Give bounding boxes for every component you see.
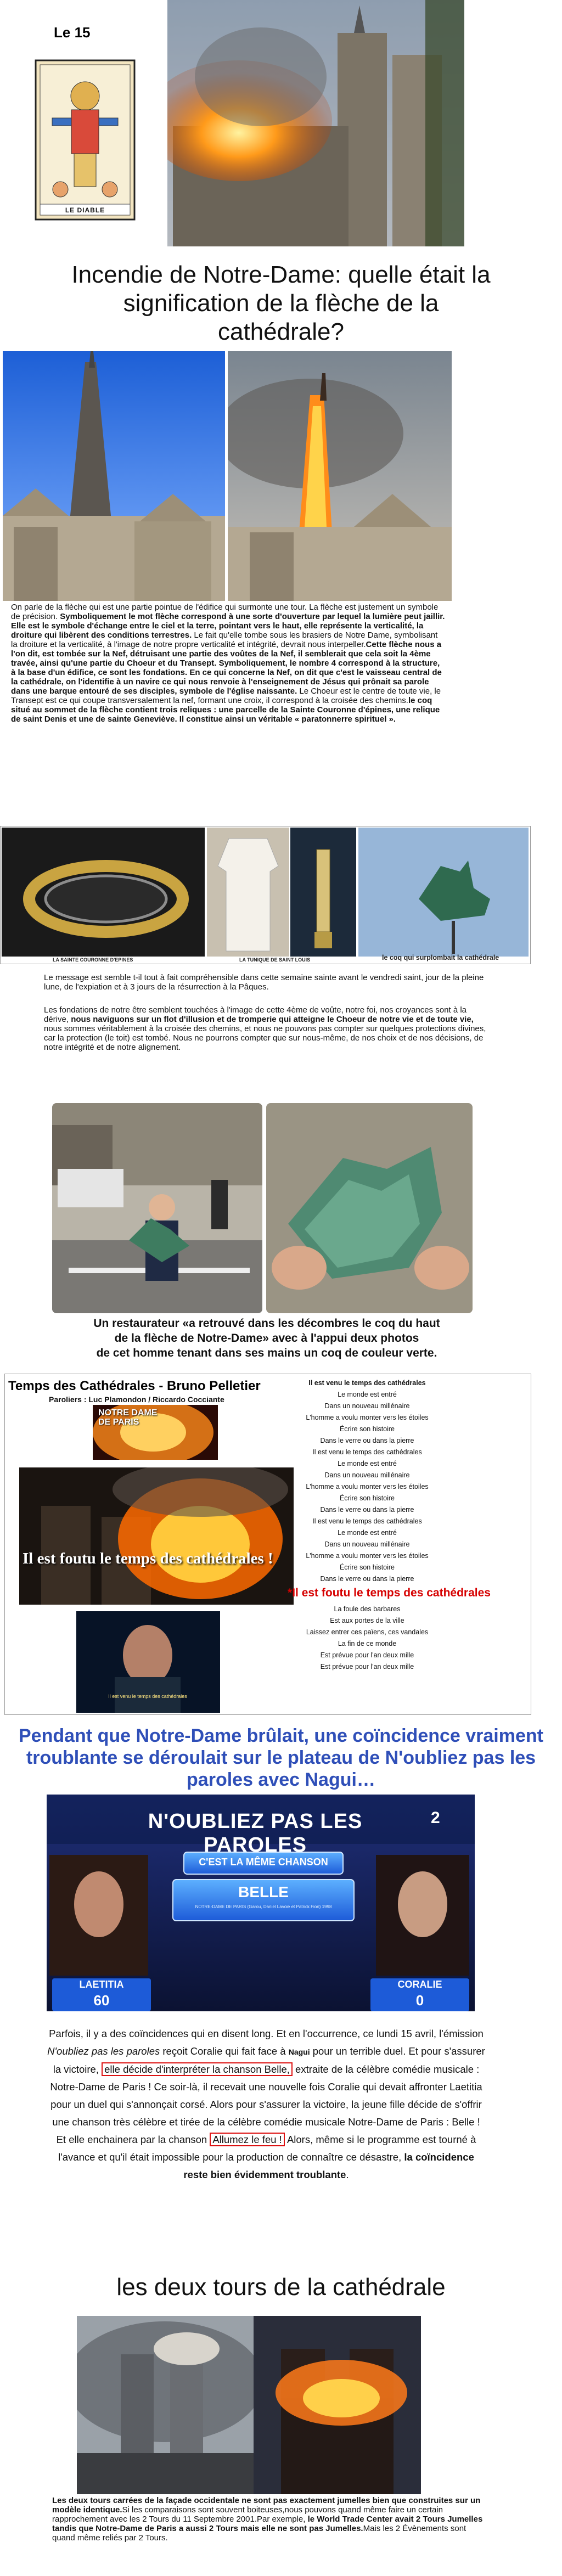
spire-fire-photo: [228, 351, 452, 601]
poster-title: NOTRE DAME DE PARIS: [98, 1408, 158, 1427]
lyrics-line: La fin de ce monde: [338, 1640, 397, 1647]
restorer-street-photo: [52, 1103, 262, 1313]
lyrics-line: Il est venu le temps des cathédrales: [312, 1517, 422, 1525]
coincidence-title: Pendant que Notre-Dame brûlait, une coïncidence vraiment troublante se déroulait sur le plateau de N'oubliez pas les paroles avec Nagui…: [19, 1725, 543, 1790]
lyrics-line: Est aux portes de la ville: [330, 1617, 404, 1624]
tv-left-name: LAETITIA: [79, 1979, 124, 1990]
coq-in-hands-photo: [266, 1103, 473, 1313]
lyrics-line: Le monde est entré: [338, 1529, 397, 1537]
text-run: nous sommes véritablement à la croisée des chemins, et nous ne pouvons pas compter sur quelques protections divines, car la protection (le toit) est tombé. Nous ne pourrons compter que sur nous-même, de nos choix et de nos décisions, de notre intégrité et de notre alignement.: [44, 1024, 486, 1052]
lyrics-line: L'homme a voulu monter vers les étoiles: [306, 1414, 429, 1421]
lyrics-line: Dans le verre ou dans la pierre: [320, 1575, 414, 1583]
restorer-caption: Un restaurateur «a retrouvé dans les décombres le coq du haut de la flèche de Notre-Dame» avec à l'appui deux photos de cet homme tenant dans ses mains un coq de couleur verte.: [93, 1317, 440, 1359]
lyrics-line: Dans le verre ou dans la pierre: [320, 1437, 414, 1444]
text-run: Cette flèche nous a l'on dit, est tombée sur la Nef, détruisant une partie des voûtes de la Nef, il semblerait que cela soit la 4ème travée, ainsi qu'une partie du Choeur et du Transept. Symboliquement, le nombre 4 correspond à la structure, à la base d'un édifice, ce sont les fondations. En ce qui concerne la Nef, on dit que c'est le vaisseau central de la cathédrale, on l'identifie à un navire ce qui nous renvoie à l'enseignement de Jésus qui prônait sa parole dans une barque entouré de ses disciples, symbole de l'église naissante.: [11, 640, 442, 696]
spire-photo: [3, 351, 225, 601]
tv-channel: 2: [431, 1809, 440, 1827]
lyrics-line: Écrire son histoire: [339, 1494, 395, 1502]
song-box: [4, 1374, 531, 1715]
song-authors: Paroliers : Luc Plamondon / Riccardo Cocciante: [49, 1395, 224, 1404]
lyrics-line: La foule des barbares: [334, 1605, 401, 1613]
tv-song: BELLE: [238, 1883, 289, 1900]
paragraph-deux-tours: [52, 2496, 491, 2543]
lyrics-red-line: *Il est foutu le temps des cathédrales: [288, 1587, 491, 1599]
singer-video-caption: Il est venu le temps des cathédrales: [108, 1694, 187, 1699]
lyrics-line: Laissez entrer ces païens, ces vandales: [306, 1628, 429, 1636]
highlight-belle: elle décide d'interpréter la chanson Belle,: [102, 2062, 293, 2076]
tv-song-sub: NOTRE-DAME DE PARIS (Garou, Daniel Lavoie et Patrick Fiori) 1998: [195, 1904, 332, 1909]
card-caption: LE DIABLE: [65, 206, 105, 214]
wtc-photo: [77, 2316, 254, 2494]
lyrics-block: [290, 1377, 444, 1585]
tv-right-score: 0: [415, 1992, 424, 2009]
tv-left-score: 60: [93, 1992, 110, 2009]
coq-caption: le coq qui surplombait la cathédrale: [382, 954, 499, 961]
card-label: Le 15: [54, 24, 91, 41]
lyrics-line: Il est venu le temps des cathédrales: [312, 1448, 422, 1456]
lyrics-line: L'homme a voulu monter vers les étoiles: [306, 1483, 429, 1491]
highlight-allumez: Allumez le feu !: [210, 2133, 284, 2146]
lyrics-line: Est prévue pour l'an deux mille: [320, 1651, 414, 1659]
lyrics-line: Est prévue pour l'an deux mille: [320, 1663, 414, 1671]
lyrics-line: L'homme a voulu monter vers les étoiles: [306, 1552, 429, 1560]
paragraph-semaine-sainte: Le message est semble t-il tout à fait compréhensible dans cette semaine sainte avant le vendredi saint, jour de la pleine lune, de l'expiation et à 3 jours de la résurrection à la Pâques.: [44, 973, 484, 992]
song-title: Temps des Cathédrales - Bruno Pelletier: [8, 1379, 261, 1393]
lyrics-block-2: [290, 1604, 444, 1673]
crown-of-thorns-photo: [2, 828, 205, 957]
cathedral-fire-video: [19, 1467, 294, 1605]
lyrics-line: Le monde est entré: [338, 1391, 397, 1398]
text-run: le coq situé au sommet de la flèche contient trois reliques : une parcelle de la Sainte Couronne d'épines, une relique de saint Denis et une de sainte Geneviève. Il constitue ainsi un véritable « paratonnerre spirituel ».: [11, 696, 440, 724]
lyrics-line: Il est venu le temps des cathédrales: [308, 1379, 426, 1387]
relic-vial-photo: [290, 828, 356, 957]
tv-logo: N'OUBLIEZ PAS LES PAROLES: [148, 1810, 363, 1857]
text-run: le World Trade Center avait 2 Tours Jumelles tandis que Notre-Dame de Paris a aussi 2 Tours mais elle ne sont pas Jumelles.: [52, 2515, 483, 2533]
fire-video-caption: Il est foutu le temps des cathédrales !: [23, 1550, 273, 1567]
lyrics-line: Dans un nouveau millénaire: [324, 1402, 410, 1410]
towers-title: les deux tours de la cathédrale: [116, 2274, 446, 2301]
paragraph-flèche: [11, 603, 446, 724]
text-run: Les deux tours carrées de la façade occidentale ne sont pas exactement jumelles bien que construites sur un modèle identique.: [52, 2496, 481, 2515]
tv-show-screenshot: [47, 1795, 475, 2011]
lyrics-line: Dans un nouveau millénaire: [324, 1540, 410, 1548]
header-image: [30, 0, 464, 246]
text-run: nous naviguons sur un flot d'illusion et de tromperie qui atteigne le Choeur de notre vie et de toute vie,: [71, 1015, 474, 1024]
coq-photo: [358, 828, 529, 957]
crown-caption: LA SAINTE COURONNE D'EPINES: [53, 957, 133, 963]
text-run: Mais les 2 Évènements sont quand même reliés par 2 Tours.: [52, 2524, 467, 2543]
text-run: Les fondations de notre être semblent touchées à l'image de cette 4ème de voûte, notre foi, nos croyances sont à la dérive,: [44, 1005, 467, 1024]
lyrics-line: Dans un nouveau millénaire: [324, 1471, 410, 1479]
lyrics-line: Le monde est entré: [338, 1460, 397, 1467]
tunic-photo: [207, 828, 289, 957]
lyrics-line: Dans le verre ou dans la pierre: [320, 1506, 414, 1514]
text-run: Le Choeur est le centre de toute vie, le Transept est ce qui coupe transversalement la nef, formant une croix, il correspond à la croisée des chemins.: [11, 687, 441, 705]
text-run: Le fait qu'elle tombe sous les brasiers de Notre Dame, symbolisant la droiture et la verticalité, à l'image de notre propre verticalité et intégrité, devrait nous interpeller.: [11, 631, 438, 649]
text-run: Symboliquement le mot flèche correspond à une sorte d'ouverture par lequel la lumière peut jaillir. Elle est le symbole d'échange entre le ciel et la terre, pointant vers le haut, elle représente la verticalité, la droiture qui libèrent des conditions terrestres.: [11, 612, 445, 640]
relics-strip: [0, 826, 531, 964]
tv-right-name: CORALIE: [397, 1979, 442, 1990]
tunic-caption: LA TUNIQUE DE SAINT LOUIS: [239, 957, 311, 963]
tv-banner: C'EST LA MÊME CHANSON: [199, 1857, 328, 1868]
text-run: On parle de la flèche qui est une partie pointue de l'édifice qui surmonte une tour. La flèche est justement un symbole de précision.: [11, 603, 439, 621]
article-title: Incendie de Notre-Dame: quelle était la signification de la flèche de la cathédrale?: [71, 261, 491, 345]
lyrics-line: Écrire son histoire: [339, 1563, 395, 1571]
singer-video: [76, 1611, 220, 1713]
lyrics-line: Écrire son histoire: [339, 1425, 395, 1433]
paragraph-fondations: [44, 1005, 490, 1052]
musical-poster: [93, 1405, 218, 1460]
notre-dame-towers-photo: [254, 2316, 421, 2494]
paragraph-coincidence: Parfois, il y a des coïncidences qui en disent long. Et en l'occurrence, ce lundi 15 avril, l'émission N'oubliez pas les paroles reçoit Coralie qui fait face à Nagui pour un terrible duel. Et pour s'assurer la victoire, elle décide d'interpréter la chanson Belle, extraite de la célèbre comédie musicale : Notre-Dame de Paris ! Ce soir-là, il recevait une nouvelle fois Coralie qui devait affronter Laetitia pour un duel qui s'annonçait corsé. Alors pour s'assurer la victoire, la jeune fille décide de s'offrir une chanson très célèbre et tirée de la célèbre comédie musicale Notre-Dame de Paris : Belle ! Et elle enchainera par la chanson Allumez le feu ! Alors, même si le programme est tourné à l'avance et qu'il était impossible pour la production de connaître ce désastre, la coïncidence reste bien évidemment troublante.: [47, 2028, 485, 2180]
text-run: Si les comparaisons sont souvent boiteuses,nous pouvons quand même faire un certain rapprochement avec les 2 Tours du 11 Septembre 2001.Par exemple,: [52, 2505, 443, 2524]
